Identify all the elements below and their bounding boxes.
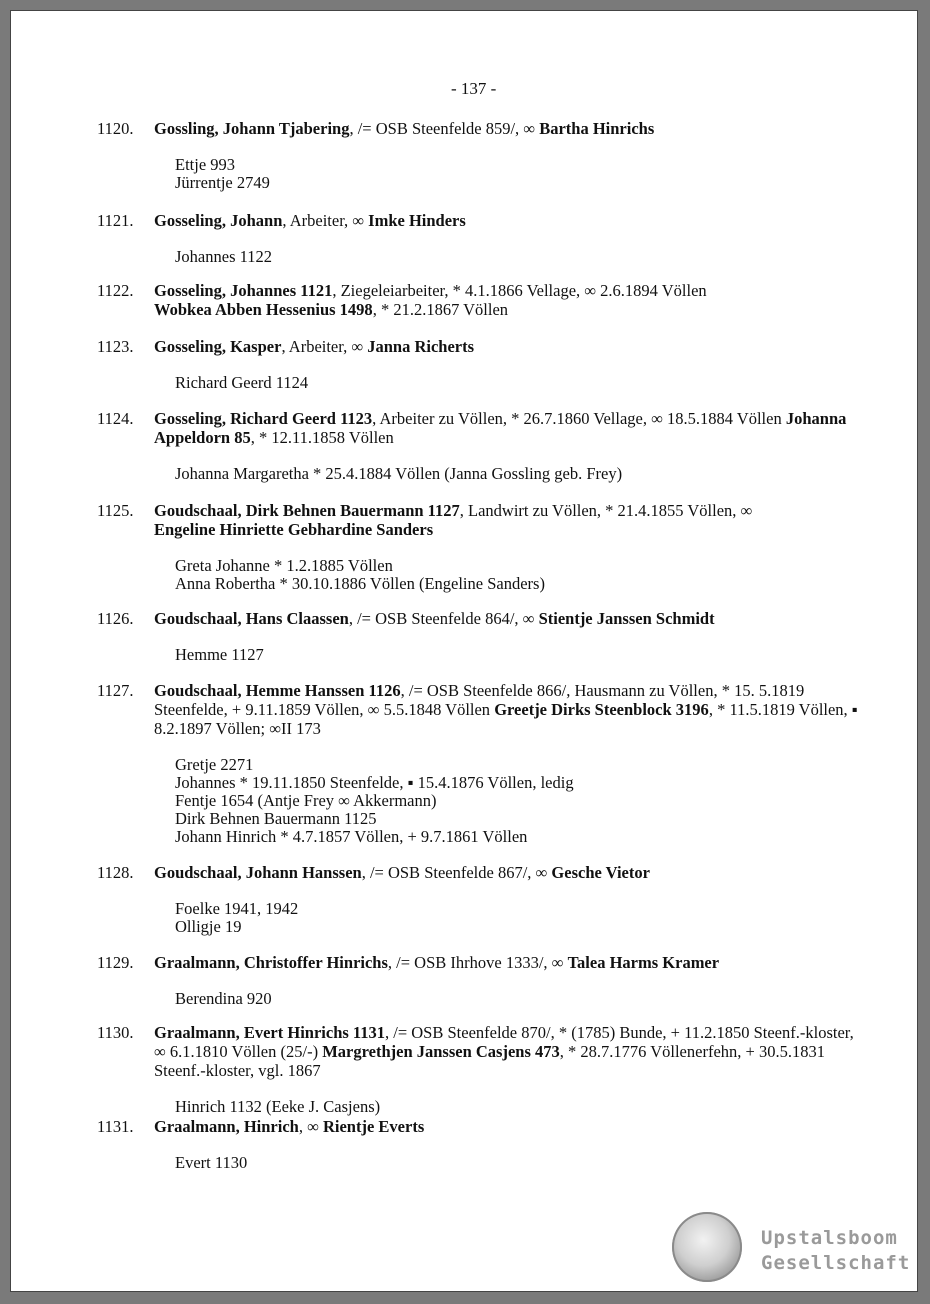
- entry-heading: Graalmann, Evert Hinrichs 1131, /= OSB Steenfelde 870/, * (1785) Bunde, + 11.2.1850 Steenf.-kloster, ∞ 6.1.1810 Völlen (25/-) Margrethjen Janssen Casjens 473, * 28.7.1776 Völlenerfehn, + 30.5.1831 Steenf.-kloster, vgl. 1867: [154, 1023, 854, 1080]
- child-line: Anna Robertha * 30.10.1886 Völlen (Engeline Sanders): [175, 574, 545, 593]
- entry-heading: Gosseling, Johannes 1121, Ziegeleiarbeiter, * 4.1.1866 Vellage, ∞ 2.6.1894 Völlen Wobkea Abben Hessenius 1498, * 21.2.1867 Völlen: [154, 281, 707, 319]
- child-line: Greta Johanne * 1.2.1885 Völlen: [175, 556, 393, 575]
- child-line: Hemme 1127: [175, 645, 264, 664]
- entry-number: 1122.: [97, 281, 134, 300]
- entry-heading: Goudschaal, Hemme Hanssen 1126, /= OSB Steenfelde 866/, Hausmann zu Völlen, * 15. 5.1819 Steenfelde, + 9.11.1859 Völlen, ∞ 5.5.1848 Völlen Greetje Dirks Steenblock 3196, * 11.5.1819 Völlen, ▪ 8.2.1897 Völlen; ∞II 173: [154, 681, 858, 738]
- entry-1125: [97, 501, 867, 593]
- child-line: Johannes 1122: [175, 247, 273, 266]
- entry-number: 1124.: [97, 409, 134, 428]
- child-line: Richard Geerd 1124: [175, 373, 309, 392]
- children-list: [175, 756, 867, 846]
- entry-heading: Goudschaal, Johann Hanssen, /= OSB Steenfelde 867/, ∞ Gesche Vietor: [154, 863, 650, 882]
- entry-1124: [97, 409, 867, 483]
- children-list: [175, 646, 867, 664]
- entry-number: 1127.: [97, 681, 134, 700]
- child-line: Olligje 19: [175, 917, 242, 936]
- entry-heading: Gosseling, Kasper, Arbeiter, ∞ Janna Richerts: [154, 337, 475, 356]
- children-list: [175, 465, 867, 483]
- children-list: [175, 374, 867, 392]
- entry-number: 1128.: [97, 863, 134, 882]
- entry-1123: [97, 337, 867, 392]
- entry-number: 1120.: [97, 119, 134, 138]
- child-line: Fentje 1654 (Antje Frey ∞ Akkermann): [175, 791, 437, 810]
- entry-heading: Graalmann, Hinrich, ∞ Rientje Everts: [154, 1117, 425, 1136]
- entry-1120: [97, 119, 867, 192]
- children-list: [175, 248, 867, 266]
- children-list: [175, 990, 867, 1008]
- children-list: [175, 156, 867, 192]
- child-line: Hinrich 1132 (Eeke J. Casjens): [175, 1097, 381, 1116]
- entry-number: 1123.: [97, 337, 134, 356]
- document-page: [10, 10, 918, 1292]
- entry-heading: Gosseling, Johann, Arbeiter, ∞ Imke Hinders: [154, 211, 466, 230]
- entry-1122: [97, 281, 867, 319]
- entry-1128: [97, 863, 867, 936]
- society-name-line2: Gesellschaft: [761, 1252, 911, 1274]
- entry-heading: Gossling, Johann Tjabering, /= OSB Steenfelde 859/, ∞ Bartha Hinrichs: [154, 119, 655, 138]
- entry-1126: [97, 609, 867, 664]
- entry-heading: Graalmann, Christoffer Hinrichs, /= OSB Ihrhove 1333/, ∞ Talea Harms Kramer: [154, 953, 720, 972]
- child-line: Gretje 2271: [175, 755, 254, 774]
- entry-1131: [97, 1117, 867, 1172]
- child-line: Evert 1130: [175, 1153, 248, 1172]
- child-line: Johannes * 19.11.1850 Steenfelde, ▪ 15.4.1876 Völlen, ledig: [175, 773, 574, 792]
- child-line: Foelke 1941, 1942: [175, 899, 299, 918]
- child-line: Johanna Margaretha * 25.4.1884 Völlen (Janna Gossling geb. Frey): [175, 464, 623, 483]
- child-line: Berendina 920: [175, 989, 272, 1008]
- children-list: [175, 900, 867, 936]
- society-name-line1: Upstalsboom: [761, 1227, 898, 1249]
- children-list: [175, 1098, 867, 1116]
- entry-1121: [97, 211, 867, 266]
- page-number: - 137 -: [451, 79, 497, 98]
- child-line: Jürrentje 2749: [175, 173, 270, 192]
- entry-heading: Gosseling, Richard Geerd 1123, Arbeiter zu Völlen, * 26.7.1860 Vellage, ∞ 18.5.1884 Völlen Johanna Appeldorn 85, * 12.11.1858 Völlen: [154, 409, 847, 447]
- entry-number: 1129.: [97, 953, 134, 972]
- entry-number: 1121.: [97, 211, 134, 230]
- entry-number: 1126.: [97, 609, 134, 628]
- child-line: Johann Hinrich * 4.7.1857 Völlen, + 9.7.1861 Völlen: [175, 827, 528, 846]
- child-line: Ettje 993: [175, 155, 236, 174]
- entry-number: 1131.: [97, 1117, 134, 1136]
- entry-1127: [97, 681, 867, 846]
- entry-1129: [97, 953, 867, 1008]
- entry-heading: Goudschaal, Dirk Behnen Bauermann 1127, Landwirt zu Völlen, * 21.4.1855 Völlen, ∞ Engeline Hinriette Gebhardine Sanders: [154, 501, 753, 539]
- entry-number: 1130.: [97, 1023, 134, 1042]
- children-list: [175, 557, 867, 593]
- children-list: [175, 1154, 867, 1172]
- child-line: Dirk Behnen Bauermann 1125: [175, 809, 377, 828]
- entry-1130: [97, 1023, 867, 1116]
- entry-heading: Goudschaal, Hans Claassen, /= OSB Steenfelde 864/, ∞ Stientje Janssen Schmidt: [154, 609, 715, 628]
- entry-number: 1125.: [97, 501, 134, 520]
- society-seal-icon: [672, 1212, 742, 1282]
